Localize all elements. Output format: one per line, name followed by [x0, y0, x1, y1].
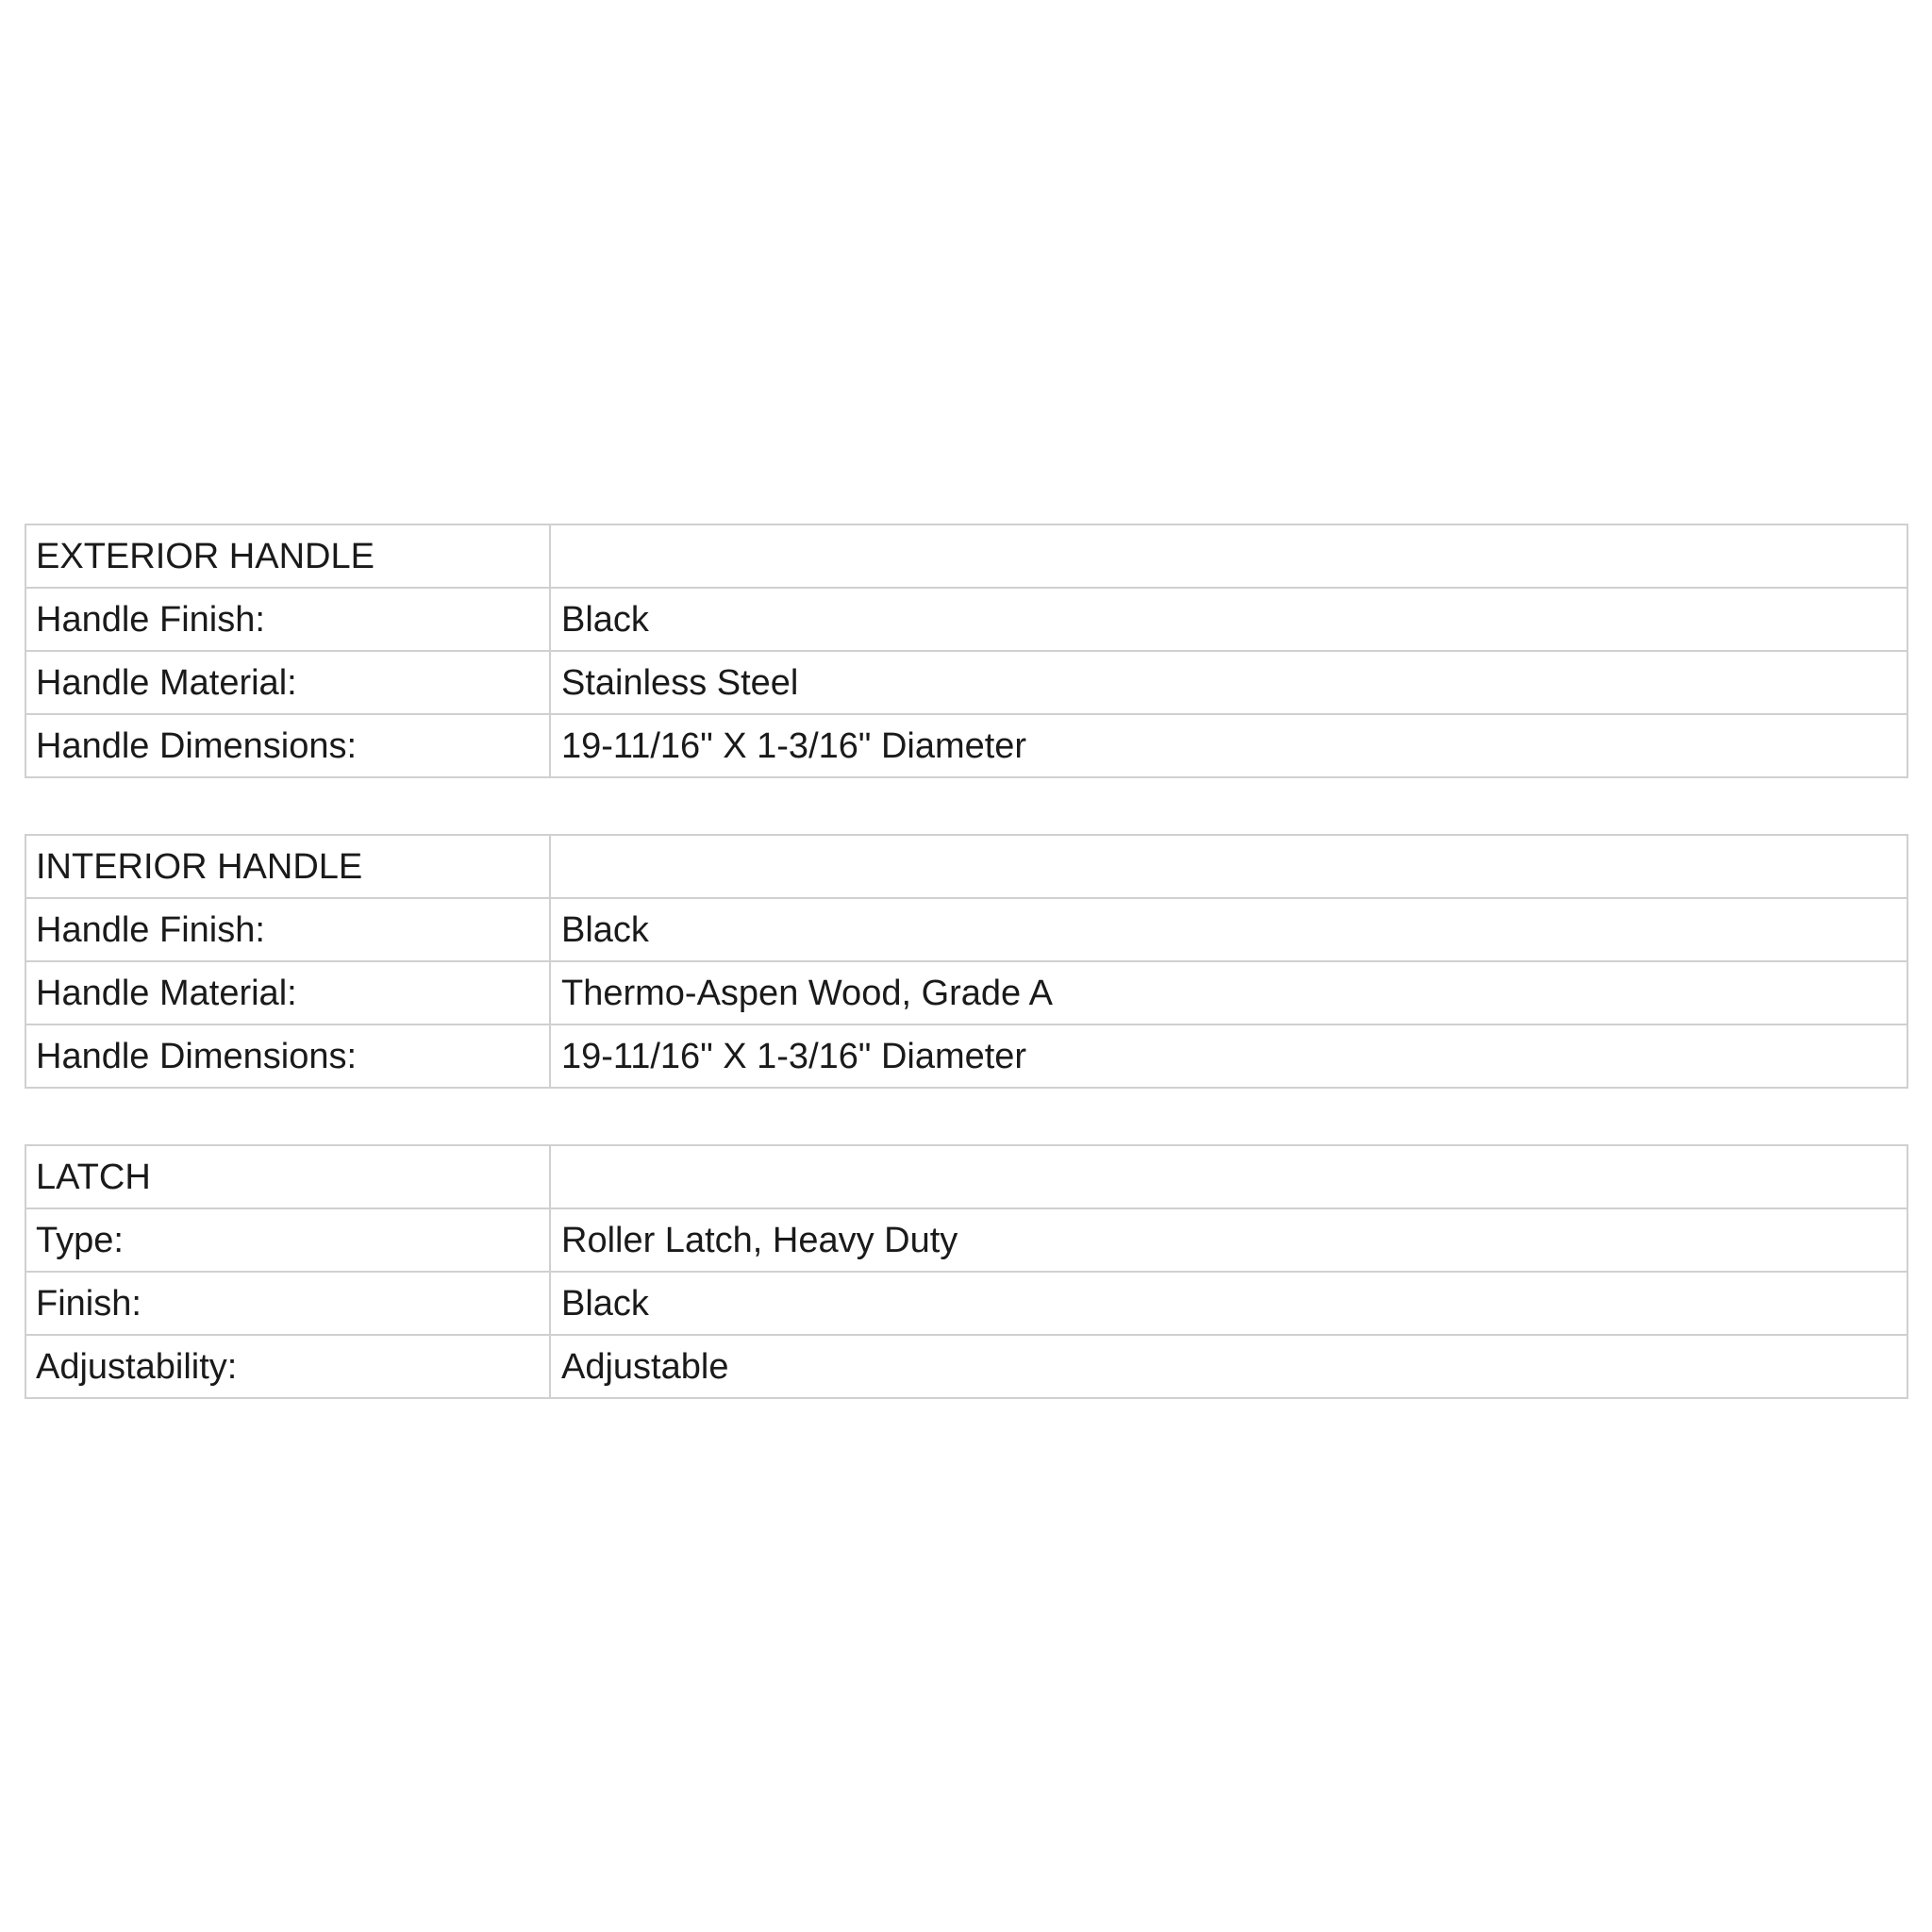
row-value: Adjustable [550, 1335, 1907, 1398]
interior-handle-table [25, 834, 1908, 1089]
table-row [25, 1272, 1907, 1335]
table-header-row [25, 525, 1907, 588]
row-value: Black [550, 588, 1907, 651]
row-label: Handle Finish: [25, 588, 550, 651]
row-value: Black [550, 1272, 1907, 1335]
row-label: Handle Material: [25, 651, 550, 714]
row-label: Handle Material: [25, 961, 550, 1024]
section-title: EXTERIOR HANDLE [25, 525, 550, 588]
table-row [25, 898, 1907, 961]
table-row [25, 714, 1907, 777]
spec-sheet [25, 524, 1908, 1399]
empty-cell [550, 835, 1907, 898]
table-row [25, 1335, 1907, 1398]
row-label: Handle Dimensions: [25, 714, 550, 777]
row-value: 19-11/16" X 1-3/16" Diameter [550, 714, 1907, 777]
section-title: INTERIOR HANDLE [25, 835, 550, 898]
row-label: Handle Dimensions: [25, 1024, 550, 1088]
row-label: Adjustability: [25, 1335, 550, 1398]
row-value: Black [550, 898, 1907, 961]
row-value: Roller Latch, Heavy Duty [550, 1208, 1907, 1272]
table-row [25, 1024, 1907, 1088]
row-label: Type: [25, 1208, 550, 1272]
row-label: Finish: [25, 1272, 550, 1335]
row-value: Stainless Steel [550, 651, 1907, 714]
table-header-row [25, 835, 1907, 898]
latch-table [25, 1144, 1908, 1399]
row-value: 19-11/16" X 1-3/16" Diameter [550, 1024, 1907, 1088]
row-label: Handle Finish: [25, 898, 550, 961]
empty-cell [550, 525, 1907, 588]
table-row [25, 651, 1907, 714]
table-row [25, 1208, 1907, 1272]
empty-cell [550, 1145, 1907, 1208]
exterior-handle-table [25, 524, 1908, 778]
table-header-row [25, 1145, 1907, 1208]
row-value: Thermo-Aspen Wood, Grade A [550, 961, 1907, 1024]
section-title: LATCH [25, 1145, 550, 1208]
table-row [25, 588, 1907, 651]
table-row [25, 961, 1907, 1024]
